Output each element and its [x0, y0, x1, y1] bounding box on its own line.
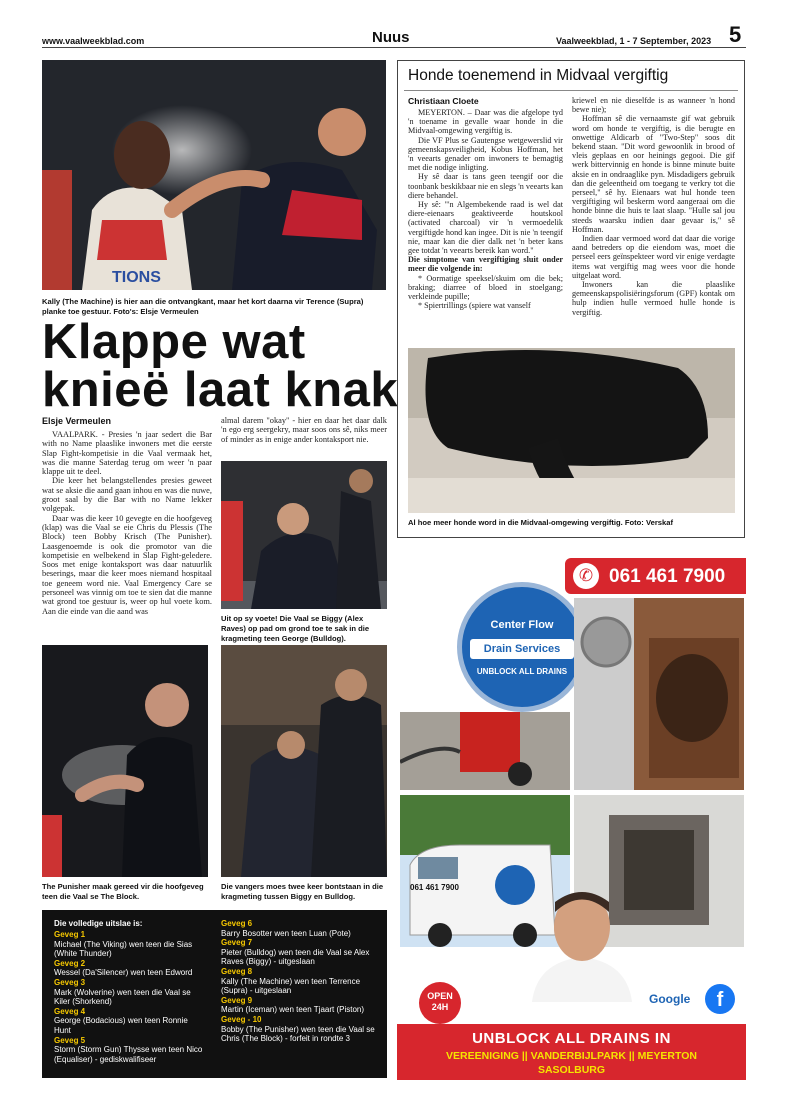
article-paragraph: MEYERTON. – Daar was die afgelope tyd 'n toename in gevalle waar honde in die Midvaal-omgewing vergiftig is.	[408, 108, 563, 136]
article-col1	[42, 430, 212, 640]
fight-label: Geveg 3	[54, 977, 86, 987]
fight-label: Geveg - 10	[221, 1014, 262, 1024]
slap-photo-main	[42, 60, 386, 290]
phone-bar[interactable]	[565, 558, 746, 594]
dog-article-headline: Honde toenemend in Midvaal vergiftig	[408, 67, 669, 84]
photo-caption-punisher: The Punisher maak gereed vir die hoofgeveg teen die Vaal se The Block.	[42, 882, 204, 901]
facebook-icon[interactable]: f	[705, 984, 735, 1014]
article-paragraph: Hoffman sê die vernaamste gif wat gebruik word om honde te vergiftig, is die berugte en onwettige Aldicarb of "Two-Step" soos dit bekend staan. "Dit word gewoonlik in brood of vleis geplaas en oor heinings gegooi. Die gif werk bittervinnig en honde is binne minute buite aksie en in ondraaglike pyn. Misdadigers gebruik dan die geleentheid om toegang te verkry tot die perseel," sê hy. Eienaars wat hul honde teen vergiftiging wil beskerm word aangeraai om die honde binne die huis te laat slaap. "Hulle sal jou steeds waarsku indien daar gevaar is," sê Hoffman.	[572, 114, 735, 234]
results-box	[42, 910, 387, 1078]
phone-icon: ✆	[573, 563, 599, 589]
article-paragraph: Die keer het belangstellendes presies geweet wat se aksie die aand gaan inhou en was die nuwe, groot saal by die Bar with no Name lekker volgepak.	[42, 476, 212, 514]
banner-title: UNBLOCK ALL DRAINS IN	[472, 1030, 671, 1047]
article-paragraph: VAALPARK. - Presies 'n jaar sedert die Bar with no Name plaaslike inwoners met die eerste Slap Fight-kompetisie in die Vaal vermaak het, was die manne Saterdag terug om weer 'n paar klappe uit te deel.	[42, 430, 212, 477]
symptom-item: * Oormatige speeksel/skuim om die bek; braking; diarree of bloed in stoelgang; verkleinde pupille;	[408, 273, 563, 302]
slap-photo-punisher	[42, 645, 208, 877]
article-paragraph: Indien daar vermoed word dat daar die vorige aand betreders op die eiendom was, moet die perseel eers geïnspekteer word vir enige verdagte items wat vergiftig mag wees voor die honde uitgelaat word.	[572, 234, 735, 280]
fight-label: Geveg 5	[54, 1035, 86, 1045]
symptom-item: * Spiertrillings (spiere wat vanself	[418, 301, 531, 311]
headline-rule	[404, 90, 738, 91]
fight-label: Geveg 9	[221, 995, 253, 1005]
article-col2	[221, 416, 387, 444]
fight-result: George (Bodacious) wen teen Ronnie Hunt	[54, 1016, 188, 1035]
article-paragraph: Daar was die keer 10 gevegte en die hoofgeveg (klap) was die Vaal se eie Chris du Plessis (The Block) teen Bobby Krisch (The Punisher). Laasgenoemde is ook die promotor van die kompetisie en welbekend in Slap Fight-geledere. Soos met enige kontaksport was daar natuurlik beserings, maar die keer moes niemand hospitaal toe geneem word nie. Vaal Emergency Care se personeel was vinnig om toe te sien dat die manne wat grond toe gestuur is, weer op hul voete kom. Aan die einde van die aand was	[42, 513, 212, 616]
article-paragraph: kriewel en nie dieselfde is as wanneer 'n hond bewe nie);	[572, 96, 735, 115]
drain-services-advert[interactable]	[397, 552, 746, 1080]
article-paragraph: Inwoners kan die plaaslike gemeenskapspolisiëringsforum (GPF) kontak om hulp indien hulle vermoed hulle honde is vergiftig.	[572, 280, 735, 317]
results-left-column	[54, 930, 204, 1064]
fight-label: Geveg 2	[54, 958, 86, 968]
fight-label: Geveg 8	[221, 966, 253, 976]
section-name: Nuus	[372, 29, 410, 46]
byline: Elsje Vermeulen	[42, 416, 112, 426]
results-right-column	[221, 919, 377, 1044]
dog-article-col1	[408, 108, 563, 310]
article-paragraph: Die VF Plus se Gautengse wetgewerslid vir gemeenskapsveiligheid, Kobus Hoffman, het 'n veearts genader om inwoners te bemagtig met die nodige inligting.	[408, 135, 563, 173]
dog-photo	[408, 348, 735, 513]
fight-result: Kally (The Machine) wen teen Terrence (Supra) - uitgeslaan	[221, 976, 361, 996]
dog-article-col2	[572, 96, 735, 317]
fight-label: Geveg 7	[221, 938, 253, 948]
logo-brand-line1: Center Flow	[490, 619, 554, 631]
open-badge-line2: 24H	[431, 1002, 449, 1012]
photo-caption-main: Kally (The Machine) is hier aan die ontvangkant, maar het kort daarna vir Terence (Supra) planke toe gestuur. Foto's: Elsje Vermeulen	[42, 297, 364, 316]
photo-caption-catchers: Die vangers moes twee keer bontstaan in die kragmeting tussen Biggy en Bulldog.	[221, 882, 384, 901]
fight-result: Michael (The Viking) wen teen die Sias (White Thunder)	[54, 939, 193, 959]
slap-photo-biggy	[221, 461, 387, 609]
company-logo	[457, 582, 587, 712]
header-rule	[42, 47, 746, 48]
headline-line1: Klappe wat	[42, 315, 306, 369]
drain-machine-photo	[400, 712, 570, 790]
fight-result: Barry Bosotter wen teen Luan (Pote)	[221, 928, 351, 938]
fight-result: Bobby (The Punisher) wen teen die Vaal se Chris (The Block) - forfeit in rondte 3	[221, 1024, 375, 1044]
photo-caption-biggy: Uit op sy voete! Die Vaal se Biggy (Alex Raves) op pad om grond toe te sak in die kragmeting teen George (Bulldog).	[221, 614, 370, 643]
results-title: Die volledige uitslae is:	[54, 919, 143, 928]
logo-brand-line2: Drain Services	[470, 639, 574, 659]
open-badge-line1: OPEN	[427, 991, 453, 1001]
fight-result: Pieter (Bulldog) wen teen die Vaal se Alex Raves (Biggy) - uitgeslaan	[221, 947, 370, 967]
dog-photo-caption: Al hoe meer honde word in die Midvaal-omgewing vergiftig. Foto: Verskaf	[408, 518, 673, 527]
banner-areas: VEREENIGING || VANDERBIJLPARK || MEYERTON	[446, 1050, 697, 1062]
banner-areas-2: SASOLBURG	[537, 1064, 606, 1076]
fight-label: Geveg 1	[54, 930, 86, 939]
blocked-drain-photo	[574, 598, 744, 790]
fight-result: Wessel (Da'Silencer) wen teen Edword	[54, 968, 193, 978]
fight-label: Geveg 4	[54, 1006, 86, 1016]
logo-tagline: UNBLOCK ALL DRAINS	[476, 667, 568, 676]
dog-byline: Christiaan Cloete	[408, 96, 479, 106]
advert-phone-number[interactable]: 061 461 7900	[609, 566, 726, 587]
article-paragraph: Hy sê: "'n Algembekende raad is wel dat diere-eienaars geaktiveerde houtskool (activated charcoal) vir 'n vermoedelik vergiftigde hond kan ingee. Dit is nie 'n teengif nie, maar kan die dier dalk net 'n beter kans gee totdat 'n veearts bereik kan word."	[408, 200, 563, 256]
slap-photo-catchers	[221, 645, 387, 877]
fight-label: Geveg 6	[221, 919, 253, 928]
google-logo[interactable]: Google	[649, 992, 691, 1006]
issue-date: Vaalweekblad, 1 - 7 September, 2023	[556, 36, 712, 46]
article-paragraph: Hy sê daar is tans geen teengif oor die toonbank beskikbaar nie en slegs 'n veearts kan diere behandel.	[408, 172, 563, 200]
page-number: 5	[729, 22, 742, 47]
website-url[interactable]: www.vaalweekblad.com	[42, 36, 145, 46]
svg-text:TIONS: TIONS	[112, 269, 161, 286]
article-paragraph: almal darem "okay" - hier en daar het daar dalk 'n ego erg seergekry, maar soos ons sê, niks meer of minder as in enige ander kontaksport nie.	[221, 416, 387, 444]
open-24h-badge	[419, 982, 461, 1024]
fight-result: Martin (Iceman) wen teen Tjaart (Piston)	[221, 1005, 365, 1015]
owner-photo	[527, 882, 637, 1002]
fight-result: Mark (Wolverine) wen teen die Vaal se Kiler (Shorkend)	[54, 987, 191, 1007]
symptoms-heading: Die simptome van vergiftiging sluit onder meer die volgende in:	[408, 255, 563, 274]
service-area-banner	[397, 1024, 746, 1080]
headline-line2: knieë laat knak	[42, 363, 399, 417]
fight-result: Storm (Storm Gun) Thysse wen teen Nico (Equaliser) - gediskwalifiseer	[54, 1045, 203, 1064]
van-phone-number: 061 461 7900	[410, 883, 459, 892]
